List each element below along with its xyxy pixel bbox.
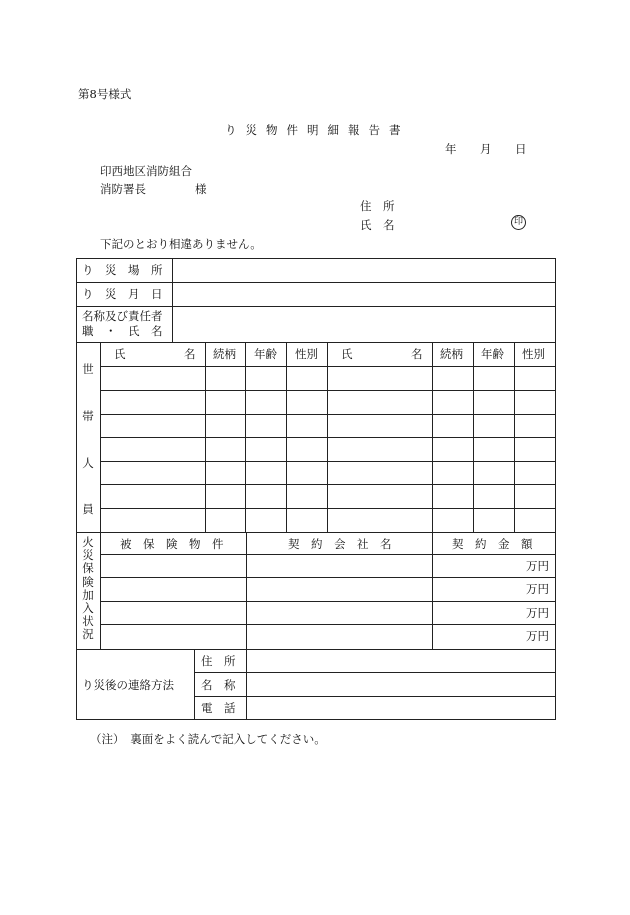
addressee-person: 消防署長: [100, 182, 146, 196]
col-age-right: 年齢: [481, 347, 504, 361]
unit-row-4: 万円: [526, 629, 549, 643]
unit-row-1: 万円: [526, 559, 549, 573]
col-age-left: 年齢: [254, 347, 277, 361]
col-company-name: 契 約 会 社 名: [288, 537, 392, 551]
name-label: 氏 名: [360, 218, 395, 232]
household-label-2: 帯: [82, 409, 94, 423]
contact-name-label: 名 称: [201, 678, 236, 692]
col-name-right-1: 氏: [341, 347, 353, 361]
form-number: 第8号様式: [78, 87, 132, 101]
company-label-line2: 職 ・ 氏 名: [82, 324, 163, 338]
col-insured-object: 被 保 険 物 件: [120, 537, 224, 551]
col-relation-right: 続柄: [440, 347, 463, 361]
addressee-org: 印西地区消防組合: [100, 164, 192, 178]
col-sex-right: 性別: [522, 347, 545, 361]
unit-row-2: 万円: [526, 582, 549, 596]
document-title: り災物件明細報告書: [225, 123, 410, 137]
insurance-label: 火災保険加入状況: [82, 535, 94, 642]
address-label: 住 所: [360, 199, 395, 213]
contact-address-label: 住 所: [201, 654, 236, 668]
date-month: 月: [480, 142, 492, 156]
unit-row-3: 万円: [526, 606, 549, 620]
company-label-line1: 名称及び責任者: [82, 309, 163, 323]
household-label-3: 人: [82, 456, 94, 470]
honorific: 様: [195, 182, 207, 196]
footer-note: （注） 裏面をよく読んで記入してください。: [90, 732, 326, 746]
col-name-right-2: 名: [411, 347, 423, 361]
declaration: 下記のとおり相違ありません。: [100, 237, 262, 251]
household-label-4: 員: [82, 502, 94, 516]
col-contract-amount: 契 約 金 額: [452, 537, 533, 551]
place-label: り 災 場 所: [82, 263, 163, 277]
col-relation-left: 続柄: [213, 347, 236, 361]
report-form: [76, 258, 556, 720]
seal-mark: 印: [511, 215, 526, 230]
date-year: 年: [445, 142, 457, 156]
contact-phone-label: 電 話: [201, 701, 236, 715]
date-day: 日: [515, 142, 527, 156]
col-sex-left: 性別: [295, 347, 318, 361]
date-label: り 災 月 日: [82, 287, 163, 301]
col-name-left-1: 氏: [114, 347, 126, 361]
household-label-1: 世: [82, 362, 94, 376]
col-name-left-2: 名: [184, 347, 196, 361]
contact-method-label: り災後の連絡方法: [82, 678, 174, 692]
